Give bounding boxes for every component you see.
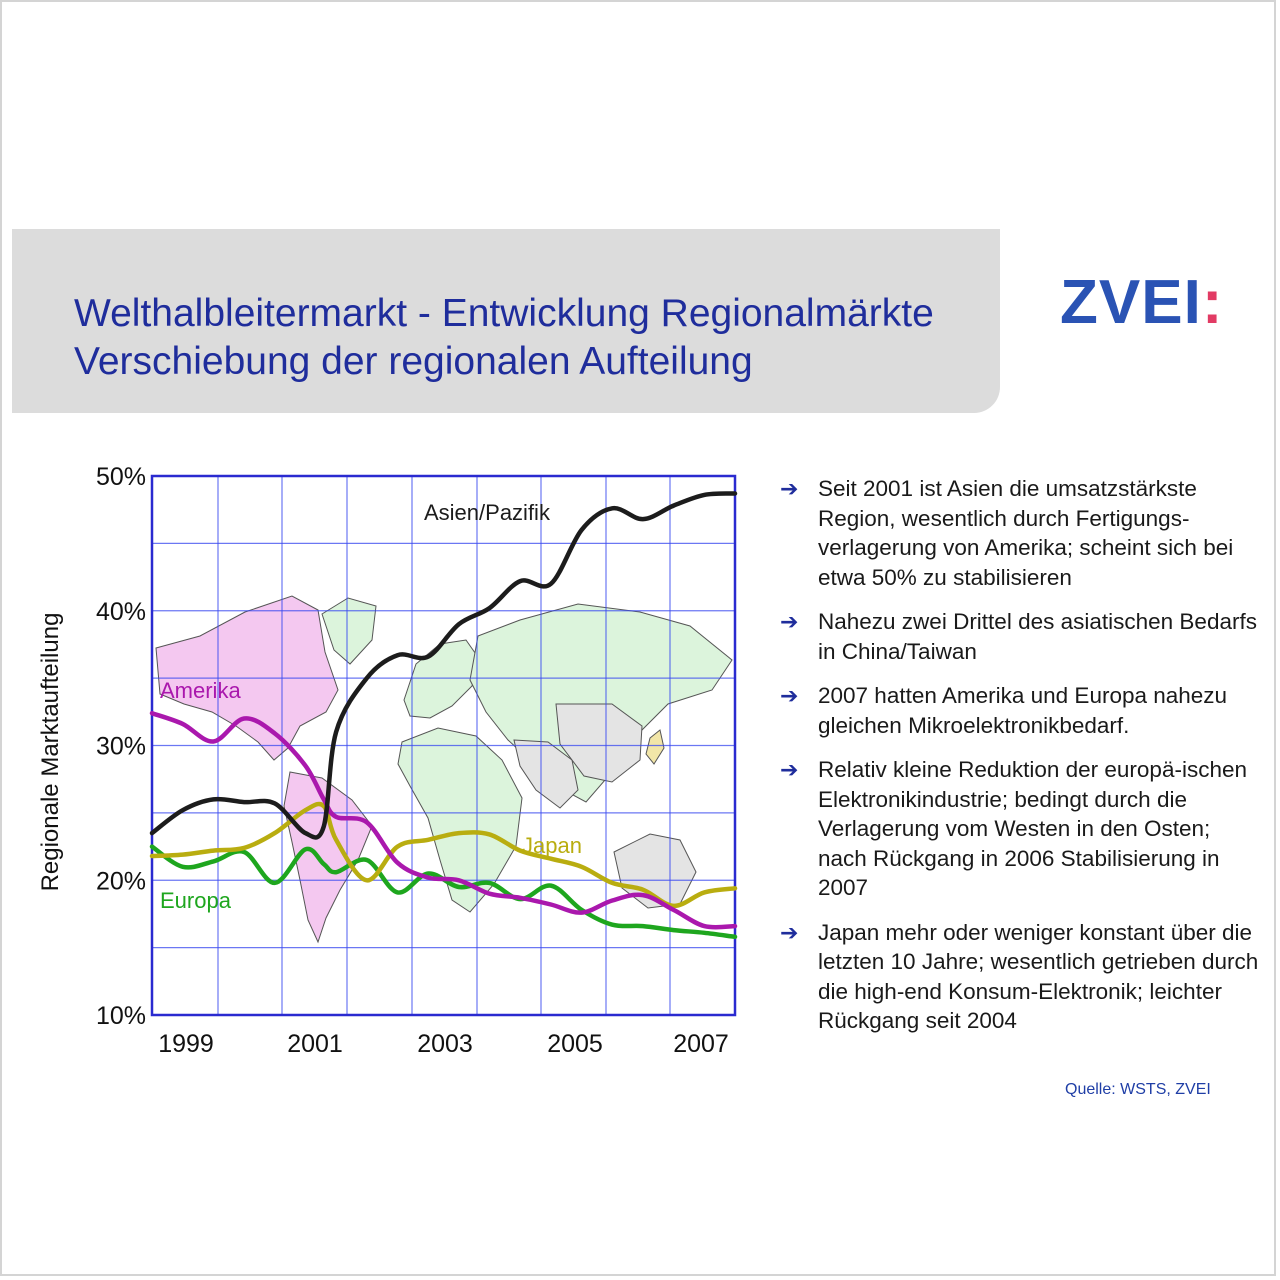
x-tick-label: 2001 xyxy=(287,1030,343,1058)
arrow-right-icon: ➔ xyxy=(780,683,799,708)
title-line-1: Welthalbleitermarkt - Entwicklung Regionalmärkte xyxy=(74,292,934,335)
arrow-right-icon: ➔ xyxy=(780,609,799,634)
series-label-japan: Japan xyxy=(522,833,582,858)
y-tick-label: 40% xyxy=(95,597,146,626)
series-label-europa: Europa xyxy=(160,888,231,913)
bullet-item xyxy=(780,755,1260,903)
logo-colon: : xyxy=(1201,268,1224,337)
bullet-item xyxy=(780,607,1260,666)
source-note: Quelle: WSTS, ZVEI xyxy=(1065,1081,1211,1098)
series-label-amerika: Amerika xyxy=(160,678,241,703)
bullet-text: Seit 2001 ist Asien die umsatzstärkste Region, wesentlich durch Fertigungs-verlagerung von Amerika; scheint sich bei etwa 50% zu stabilisieren xyxy=(818,476,1234,590)
x-tick-label: 2003 xyxy=(417,1030,473,1058)
x-tick-label: 2005 xyxy=(547,1030,603,1058)
y-tick-label: 10% xyxy=(95,1002,146,1030)
y-axis-label: Regionale Marktaufteilung xyxy=(37,612,64,892)
arrow-right-icon: ➔ xyxy=(780,476,799,501)
bullet-text: 2007 hatten Amerika und Europa nahezu gleichen Mikroelektronikbedarf. xyxy=(818,683,1228,738)
y-tick-label: 20% xyxy=(95,867,146,896)
bullet-item xyxy=(780,918,1260,1036)
bullet-list xyxy=(780,474,1260,1051)
bullet-item xyxy=(780,681,1260,740)
arrow-right-icon: ➔ xyxy=(780,919,799,945)
y-tick-label: 50% xyxy=(95,463,146,491)
y-tick-label: 30% xyxy=(95,732,146,761)
bullet-item xyxy=(780,474,1260,592)
title-line-2: Verschiebung der regionalen Aufteilung xyxy=(74,340,753,383)
bullet-text: Nahezu zwei Drittel des asiatischen Bedarfs in China/Taiwan xyxy=(818,609,1257,664)
arrow-right-icon: ➔ xyxy=(780,757,799,782)
logo-text: ZVEI xyxy=(1060,268,1202,337)
x-tick-label: 1999 xyxy=(158,1030,214,1058)
series-label-asien-pazifik: Asien/Pazifik xyxy=(424,500,550,525)
bullet-text: Relativ kleine Reduktion der europä-ischen Elektronikindustrie; bedingt durch die Verlagerung vom Westen in den Osten; nach Rückgang in 2006 Stabilisierung in 2007 xyxy=(818,757,1247,900)
bullet-text: Japan mehr oder weniger konstant über die letzten 10 Jahre; wesentlich getrieben durch die high-end Konsum-Elektronik; leichter Rückgang seit 2004 xyxy=(818,919,1259,1033)
x-tick-label: 2007 xyxy=(673,1030,729,1058)
